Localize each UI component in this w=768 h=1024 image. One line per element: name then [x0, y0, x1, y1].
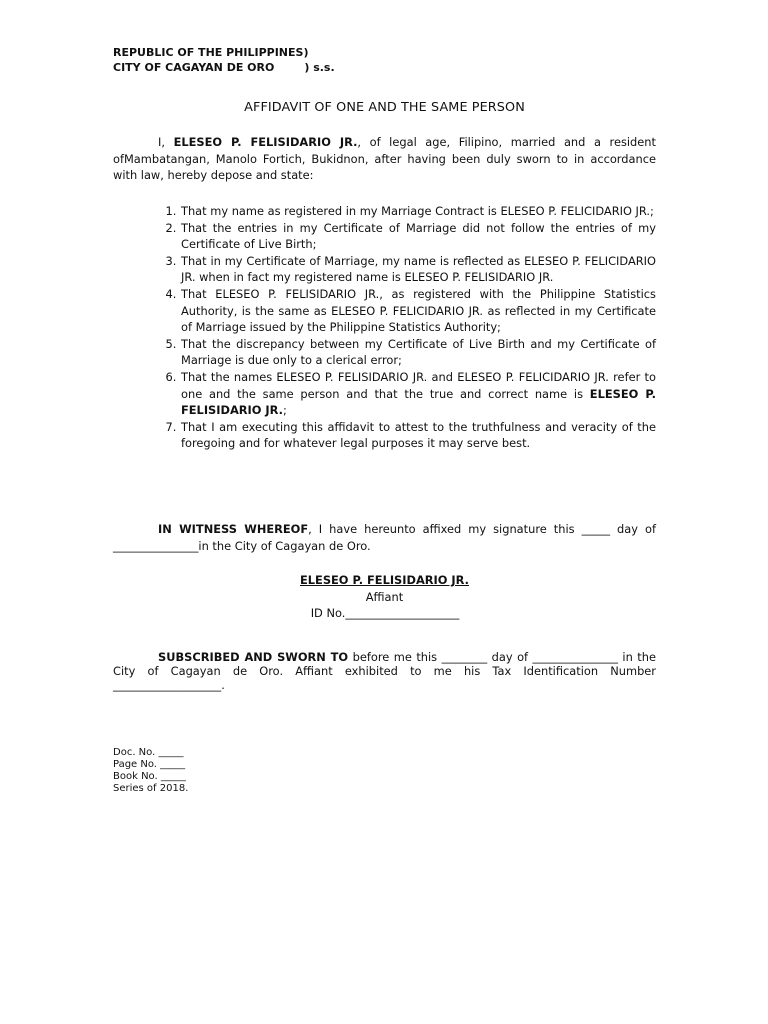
venue-city-name: CITY OF CAGAYAN DE ORO [113, 60, 275, 74]
intro-rest: , of legal age, Filipino, married and a resident ofMambatangan, Manolo Fortich, Bukidnon, after having been duly sworn to in accordance with law, hereby depose and state: [113, 135, 656, 183]
jurat-paragraph [113, 650, 656, 692]
intro-prefix: I, [158, 135, 174, 149]
venue-ss: ) s.s. [304, 60, 335, 74]
intro-affiant-name: ELESEO P. FELISIDARIO JR. [173, 135, 358, 149]
item6-text: That the names ELESEO P. FELISIDARIO JR. and ELESEO P. FELICIDARIO JR. refer to one and the same person and that the true and correct name is [181, 369, 656, 401]
statement-item-6 [180, 369, 656, 419]
signer-name: ELESEO P. FELISIDARIO JR. [300, 573, 469, 587]
jurat-rest: before me this ________ day of _______________ in the City of Cagayan de Oro. Affiant exhibited to me his Tax Identification Number ___________________. [113, 650, 656, 692]
item6-name: ELESEO P. FELISIDARIO JR. [181, 386, 656, 418]
statement-item-5: 5. That the discrepancy between my Certificate of Live Birth and my Certificate of Marriage is due only to a clerical error; [180, 336, 656, 369]
document-title: AFFIDAVIT OF ONE AND THE SAME PERSON [244, 100, 525, 115]
statement-item-2: 2. That the entries in my Certificate of Marriage did not follow the entries of my Certificate of Live Birth; [180, 220, 656, 253]
witness-rest: , I have hereunto affixed my signature this _____ day of _______________in the City of Cagayan de Oro. [113, 522, 656, 553]
statement-item-1: 1. That my name as registered in my Marriage Contract is ELESEO P. FELICIDARIO JR.; [180, 203, 656, 220]
book-no: Book No. _____ [113, 771, 186, 782]
venue-caption [113, 46, 656, 75]
jurat-lead: SUBSCRIBED AND SWORN TO [158, 650, 349, 664]
series-year: Series of 2018. [113, 783, 189, 794]
page-no: Page No. _____ [113, 759, 186, 770]
statement-item-7: 7. That I am executing this affidavit to attest to the truthfulness and veracity of the foregoing and for whatever legal purposes it may serve best. [180, 419, 656, 452]
signer-id-line: ID No.____________________ [310, 606, 460, 621]
witness-lead: IN WITNESS WHEREOF [158, 522, 309, 536]
signer-role: Affiant [365, 589, 404, 604]
signature-block [113, 572, 656, 622]
item6-end: ; [282, 403, 287, 418]
venue-line-republic: REPUBLIC OF THE PHILIPPINES) [113, 46, 309, 59]
notarial-register [113, 747, 656, 795]
statement-item-4: 4. That ELESEO P. FELISIDARIO JR., as registered with the Philippine Statistics Authority, is the same as ELESEO P. FELICIDARIO JR. as reflected in my Certificate of Marriage issued by the Philippine Statistics Authority; [180, 286, 656, 336]
witness-paragraph [113, 521, 656, 554]
statement-list [113, 203, 656, 452]
venue-line-city [113, 61, 656, 76]
statement-item-3: 3. That in my Certificate of Marriage, my name is reflected as ELESEO P. FELICIDARIO JR. when in fact my registered name is ELESEO P. FELISIDARIO JR. [180, 253, 656, 286]
doc-no: Doc. No. _____ [113, 747, 184, 758]
intro-paragraph [113, 134, 656, 184]
